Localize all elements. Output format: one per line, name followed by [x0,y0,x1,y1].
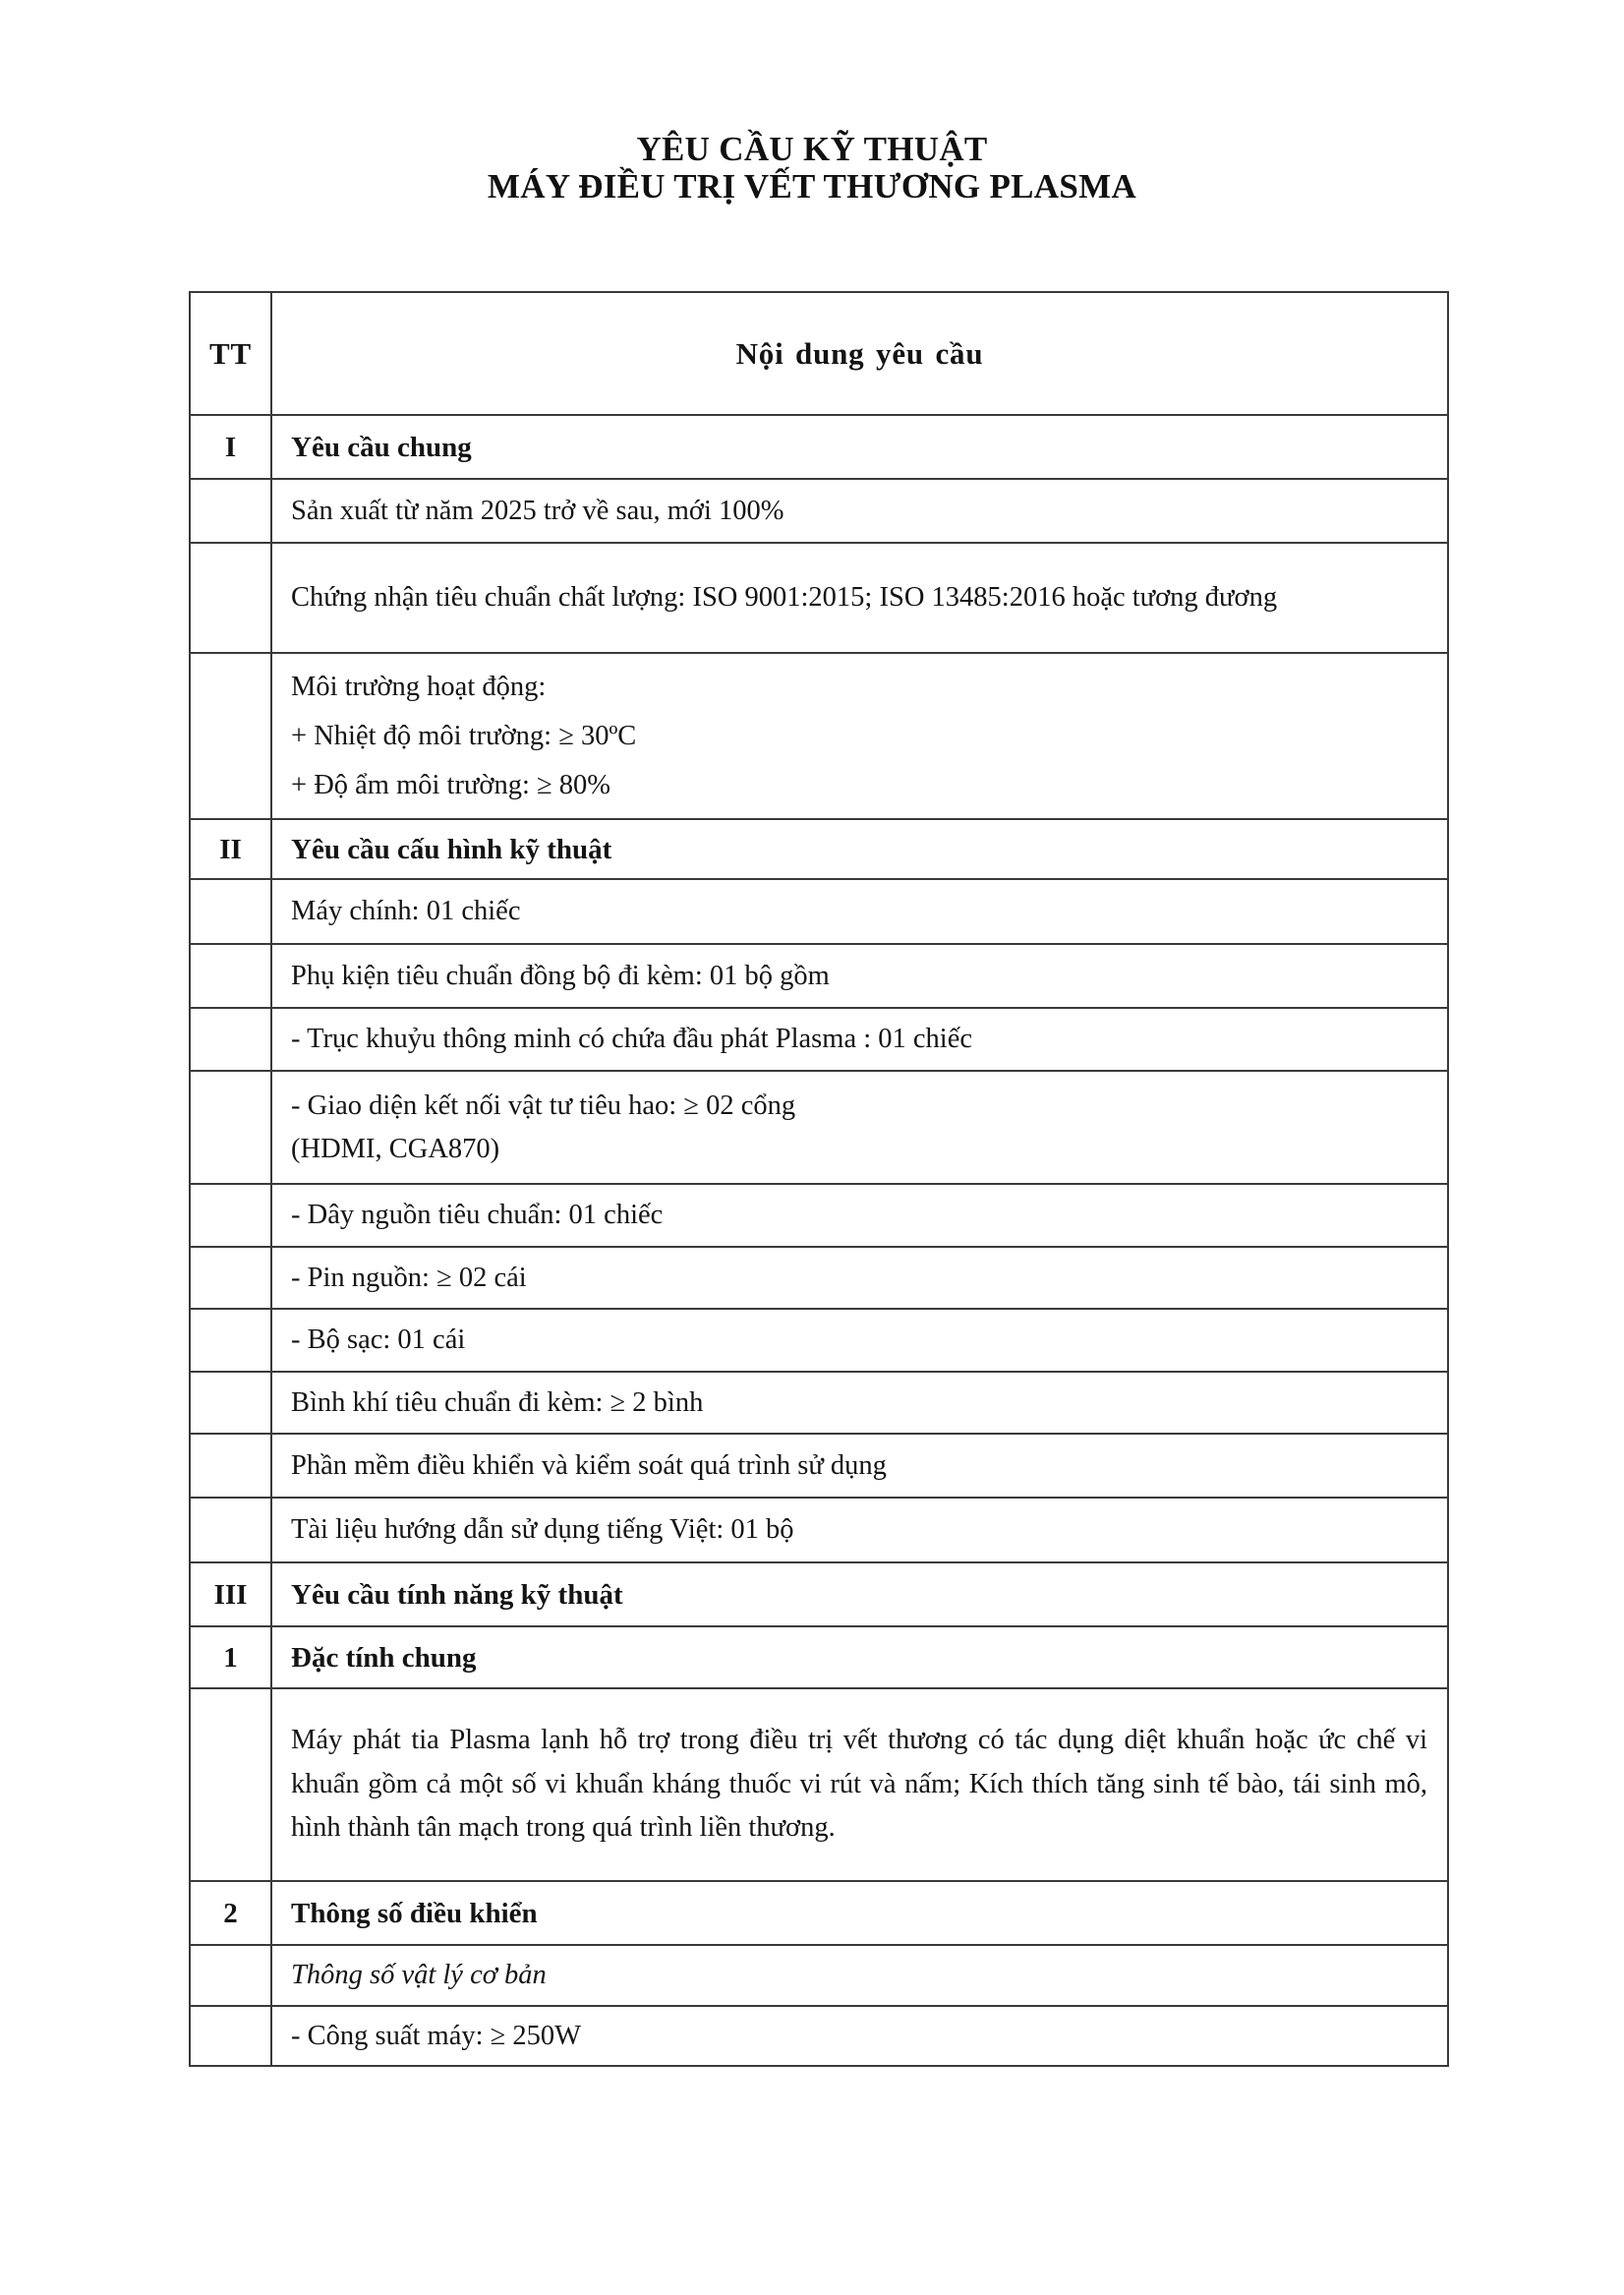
table-row [190,1071,1448,1184]
document-title-line-1: YÊU CẦU KỸ THUẬT [636,130,988,168]
table-row [190,1008,1448,1071]
section-row [190,1626,1448,1688]
requirement-text [271,1071,1448,1184]
requirements-table [189,291,1449,2067]
row-number [190,2006,271,2066]
requirement-text: - Trục khuỷu thông minh có chứa đầu phát Plasma : 01 chiếc [271,1008,1448,1071]
row-number [190,653,271,819]
requirement-text: Phụ kiện tiêu chuẩn đồng bộ đi kèm: 01 bộ gồm [271,944,1448,1008]
requirement-text: - Dây nguồn tiêu chuẩn: 01 chiếc [271,1184,1448,1247]
table-row [190,1184,1448,1247]
table-header-row [190,292,1448,415]
row-number [190,1498,271,1562]
requirement-text: Tài liệu hướng dẫn sử dụng tiếng Việt: 01 bộ [271,1498,1448,1562]
document-title-line-2: MÁY ĐIỀU TRỊ VẾT THƯƠNG PLASMA [487,167,1137,206]
section-heading: Thông số điều khiển [271,1881,1448,1945]
requirement-paragraph: Máy phát tia Plasma lạnh hỗ trợ trong điều trị vết thương có tác dụng diệt khuẩn hoặc ức chế vi khuẩn gồm cả một số vi khuẩn kháng thuốc vi rút và nấm; Kích thích tăng sinh tế bào, tái sinh mô, hình thành tân mạch trong quá trình liền thương. [271,1688,1448,1881]
table-row [190,479,1448,543]
row-number [190,1309,271,1372]
row-number [190,944,271,1008]
table-row [190,1309,1448,1372]
column-header-tt: TT [190,292,271,415]
row-number: III [190,1562,271,1626]
requirement-text: Chứng nhận tiêu chuẩn chất lượng: ISO 9001:2015; ISO 13485:2016 hoặc tương đương [271,543,1448,653]
table-row [190,879,1448,944]
requirement-text: Máy chính: 01 chiếc [271,879,1448,944]
section-row [190,1881,1448,1945]
requirement-line: + Nhiệt độ môi trường: ≥ 30ºC [291,720,637,751]
row-number [190,1008,271,1071]
table-row [190,1247,1448,1309]
requirement-line: Môi trường hoạt động: [291,671,547,702]
requirement-text: Sản xuất từ năm 2025 trở về sau, mới 100% [271,479,1448,543]
table-row [190,1372,1448,1434]
table-row [190,2006,1448,2066]
table-row [190,1688,1448,1881]
section-heading: Yêu cầu tính năng kỹ thuật [271,1562,1448,1626]
requirement-text: - Bộ sạc: 01 cái [271,1309,1448,1372]
requirement-text: Phần mềm điều khiển và kiểm soát quá trình sử dụng [271,1434,1448,1498]
row-number [190,1688,271,1881]
requirement-line: - Giao diện kết nối vật tư tiêu hao: ≥ 02 cổng [291,1089,796,1121]
requirement-text: - Pin nguồn: ≥ 02 cái [271,1247,1448,1309]
table-row [190,944,1448,1008]
row-number [190,1434,271,1498]
requirement-text: - Công suất máy: ≥ 250W [271,2006,1448,2066]
table-row [190,1434,1448,1498]
row-number [190,879,271,944]
row-number [190,1372,271,1434]
row-number: 1 [190,1626,271,1688]
column-header-content: Nội dung yêu cầu [271,292,1448,415]
requirement-line: (HDMI, CGA870) [291,1133,500,1164]
row-number [190,1247,271,1309]
subheading-text: Thông số vật lý cơ bản [271,1945,1448,2006]
section-row [190,415,1448,479]
table-row [190,1498,1448,1562]
requirement-line: + Độ ẩm môi trường: ≥ 80% [291,769,611,800]
section-heading: Yêu cầu chung [271,415,1448,479]
table-row [190,543,1448,653]
row-number [190,1945,271,2006]
row-number: I [190,415,271,479]
row-number [190,543,271,653]
requirement-text [271,653,1448,819]
section-row [190,1562,1448,1626]
section-row [190,819,1448,879]
row-number [190,1184,271,1247]
table-row [190,653,1448,819]
section-heading: Đặc tính chung [271,1626,1448,1688]
table-row [190,1945,1448,2006]
requirement-text: Bình khí tiêu chuẩn đi kèm: ≥ 2 bình [271,1372,1448,1434]
row-number [190,1071,271,1184]
row-number: 2 [190,1881,271,1945]
row-number: II [190,819,271,879]
section-heading: Yêu cầu cấu hình kỹ thuật [271,819,1448,879]
row-number [190,479,271,543]
